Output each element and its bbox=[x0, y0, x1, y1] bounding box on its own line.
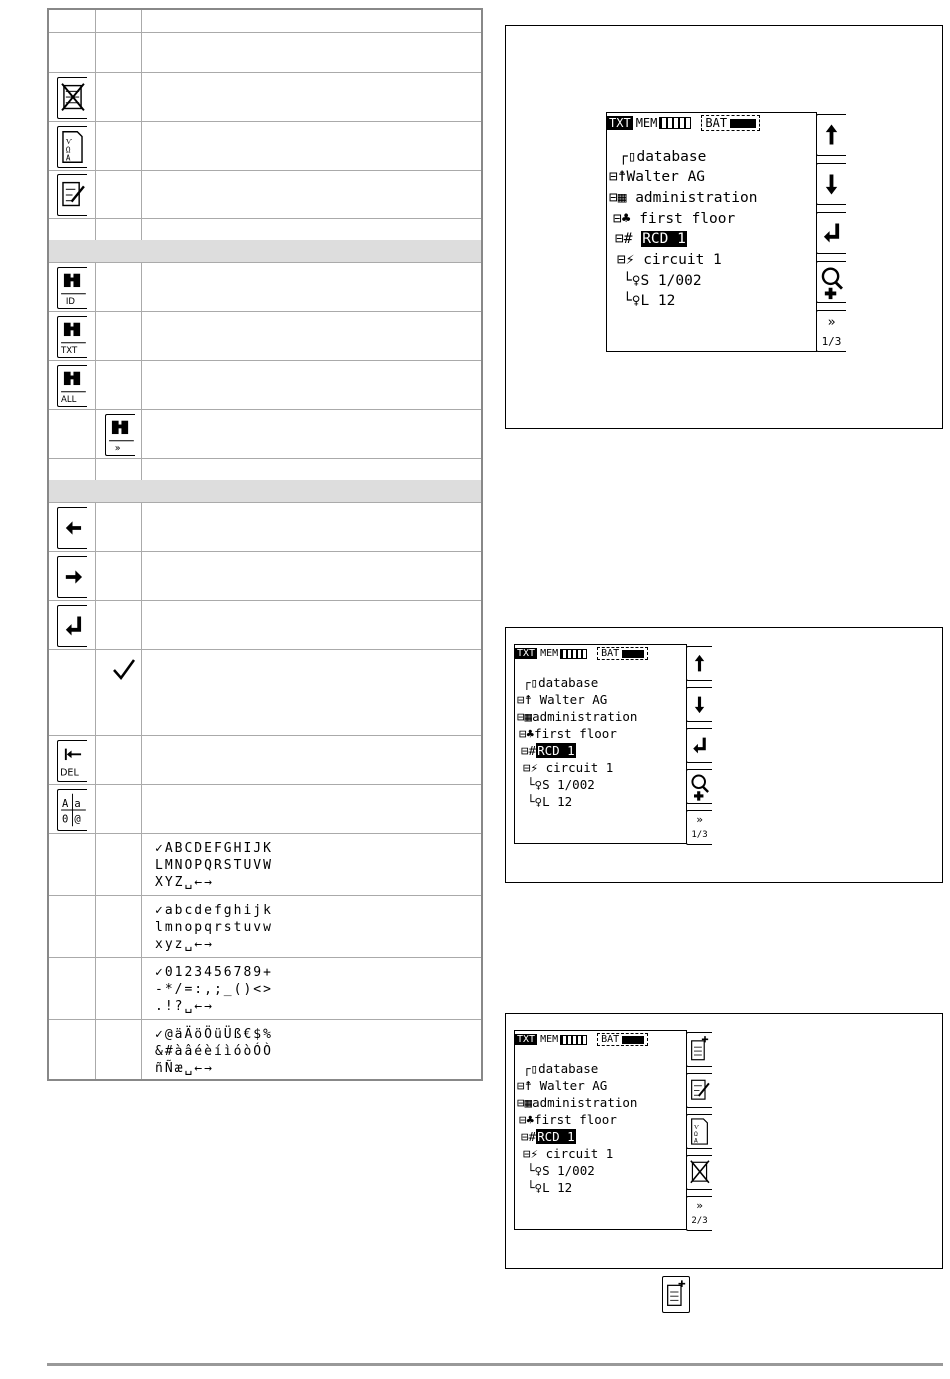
battery-icon bbox=[622, 650, 644, 658]
charset-line: ñÑæ␣←→ bbox=[155, 1061, 214, 1076]
person-icon: ⊟☨ bbox=[517, 1078, 540, 1093]
charset-line: -*/=:,;_()<> bbox=[155, 982, 273, 997]
bulb-icon: └♀ bbox=[527, 794, 543, 809]
search-id-label: ID bbox=[65, 297, 75, 308]
enter-icon bbox=[57, 605, 87, 647]
floor-icon: ⊟♣ bbox=[519, 726, 535, 741]
del-label: DEL bbox=[60, 767, 79, 779]
edit-data-button[interactable] bbox=[686, 1073, 712, 1108]
circuit-icon: ⊟⚡ bbox=[617, 252, 644, 268]
tree-node-label-selected: RCD 1 bbox=[537, 1129, 575, 1144]
scroll-up-button[interactable] bbox=[816, 114, 846, 156]
tree-node-rcd[interactable] bbox=[521, 743, 576, 758]
tree-node-customer[interactable] bbox=[609, 169, 705, 185]
lcd-display bbox=[606, 112, 817, 352]
checkmark-icon bbox=[111, 657, 137, 683]
rcd-icon: ⊟# bbox=[521, 743, 537, 758]
tree-node-label: circuit 1 bbox=[545, 1146, 614, 1161]
battery-indicator bbox=[597, 1033, 648, 1046]
tree-node-label: circuit 1 bbox=[545, 760, 614, 775]
edit-data-icon bbox=[57, 174, 87, 216]
next-page-button[interactable] bbox=[686, 1196, 712, 1231]
tree-node-label: Walter AG bbox=[626, 169, 706, 185]
status-bar bbox=[515, 1033, 648, 1046]
battery-indicator bbox=[597, 647, 648, 660]
tree-node-building[interactable] bbox=[609, 190, 757, 206]
floor-icon: ⊟♣ bbox=[519, 1112, 535, 1127]
next-page-button[interactable] bbox=[816, 310, 846, 352]
tree-node-line[interactable] bbox=[623, 293, 675, 309]
tree-node-floor[interactable] bbox=[519, 726, 617, 741]
function-table bbox=[47, 8, 483, 1081]
building-icon: ⊟▦ bbox=[517, 1095, 533, 1110]
search-all-icon bbox=[57, 365, 87, 407]
tree-node-label: S 1/002 bbox=[640, 273, 702, 289]
more-label: » bbox=[696, 1199, 703, 1212]
charset-line: ✓0123456789+ bbox=[155, 965, 273, 980]
add-data-icon bbox=[662, 1276, 690, 1313]
svg-text:@: @ bbox=[74, 813, 81, 826]
status-bar bbox=[515, 647, 648, 660]
charset-line: LMNOPQRSTUVW bbox=[155, 858, 273, 873]
tree-node-label-selected: RCD 1 bbox=[642, 231, 686, 247]
table-row bbox=[49, 32, 481, 73]
rcd-icon: ⊟# bbox=[615, 231, 642, 247]
tree-node-floor[interactable] bbox=[613, 211, 735, 227]
tree-node-customer[interactable] bbox=[517, 692, 607, 707]
table-row bbox=[49, 551, 481, 601]
txt-mode-badge: TXT bbox=[609, 116, 631, 130]
svg-text:A: A bbox=[62, 798, 69, 811]
charset-digits bbox=[155, 964, 273, 1015]
scroll-down-button[interactable] bbox=[686, 687, 712, 722]
screen-frame-3 bbox=[505, 1013, 943, 1269]
tree-node-breaker[interactable] bbox=[527, 1163, 595, 1178]
cylinder-icon: ┌▯ bbox=[523, 675, 539, 690]
person-icon: ⊟☨ bbox=[517, 692, 540, 707]
page-indicator: 1/3 bbox=[691, 830, 708, 840]
svg-text:0: 0 bbox=[62, 813, 69, 826]
table-row bbox=[49, 262, 481, 312]
rcd-icon: ⊟# bbox=[521, 1129, 537, 1144]
txt-mode-badge: TXT bbox=[517, 648, 536, 659]
tree-node-label: database bbox=[538, 1061, 599, 1076]
search-next-label: » bbox=[114, 443, 121, 455]
tree-node-label: Walter AG bbox=[539, 692, 608, 707]
tree-node-floor[interactable] bbox=[519, 1112, 617, 1127]
lcd-display bbox=[514, 1030, 687, 1230]
view-data-icon bbox=[57, 126, 87, 168]
mem-gauge-icon bbox=[659, 117, 691, 129]
page-indicator: 2/3 bbox=[691, 1216, 708, 1226]
search-txt-icon bbox=[57, 316, 87, 358]
building-icon: ⊟▦ bbox=[517, 709, 533, 724]
delete-data-button[interactable] bbox=[686, 1155, 712, 1190]
status-bar bbox=[607, 115, 760, 131]
bulb-icon: └♀ bbox=[623, 273, 641, 289]
charset-icon bbox=[57, 789, 87, 831]
tree-node-label: database bbox=[636, 149, 707, 165]
page-indicator: 1/3 bbox=[821, 335, 842, 348]
svg-text:Ω: Ω bbox=[65, 145, 71, 155]
add-data-button[interactable] bbox=[686, 1032, 712, 1067]
bulb-icon: └♀ bbox=[527, 777, 543, 792]
tree-node-label: Walter AG bbox=[539, 1078, 608, 1093]
scroll-down-button[interactable] bbox=[816, 163, 846, 205]
tree-node-label: administration bbox=[532, 1095, 638, 1110]
mem-gauge-icon bbox=[560, 649, 587, 659]
bulb-icon: └♀ bbox=[527, 1163, 543, 1178]
more-label: » bbox=[827, 315, 836, 330]
bat-label: BAT bbox=[705, 116, 728, 130]
cylinder-icon: ┌▯ bbox=[619, 149, 637, 165]
tree-node-label: first floor bbox=[534, 726, 617, 741]
floor-icon: ⊟♣ bbox=[613, 211, 640, 227]
cylinder-icon: ┌▯ bbox=[523, 1061, 539, 1076]
charset-line: XYZ␣←→ bbox=[155, 875, 214, 890]
zoom-in-button[interactable] bbox=[816, 261, 846, 303]
table-row bbox=[49, 600, 481, 650]
tree-node-database[interactable] bbox=[523, 675, 598, 690]
enter-button[interactable] bbox=[816, 212, 846, 254]
table-header-row bbox=[49, 10, 481, 33]
tree-node-breaker[interactable] bbox=[527, 777, 595, 792]
tree-node-rcd[interactable] bbox=[521, 1129, 576, 1144]
svg-text:Ѵ: Ѵ bbox=[694, 1124, 700, 1132]
search-txt-label: TXT bbox=[61, 346, 78, 357]
tree-node-label-selected: RCD 1 bbox=[537, 743, 575, 758]
tree-node-building[interactable] bbox=[517, 1095, 637, 1110]
scroll-up-button[interactable] bbox=[686, 646, 712, 681]
tree-node-customer[interactable] bbox=[517, 1078, 607, 1093]
delete-char-icon bbox=[57, 740, 87, 782]
tree-node-label: database bbox=[538, 675, 599, 690]
tree-node-label: L 12 bbox=[542, 794, 573, 809]
charset-line: &#àâéèíìóòÓÒ bbox=[155, 1044, 273, 1059]
table-row bbox=[49, 121, 481, 171]
charset-uppercase bbox=[155, 840, 273, 891]
tree-node-circuit[interactable] bbox=[523, 760, 613, 775]
mem-label: MEM bbox=[635, 116, 658, 130]
bat-label: BAT bbox=[601, 1034, 620, 1045]
tree-node-label: administration bbox=[532, 709, 638, 724]
tree-node-circuit[interactable] bbox=[617, 252, 722, 268]
tree-node-breaker[interactable] bbox=[623, 273, 702, 289]
svg-text:a: a bbox=[74, 798, 81, 811]
tree-node-database[interactable] bbox=[523, 1061, 598, 1076]
table-row bbox=[49, 784, 481, 834]
table-row bbox=[49, 735, 481, 785]
tree-node-label: L 12 bbox=[542, 1180, 573, 1195]
screen-frame-1 bbox=[505, 25, 943, 429]
section-header-row bbox=[49, 480, 481, 503]
bulb-icon: └♀ bbox=[527, 1180, 543, 1195]
table-row bbox=[49, 458, 481, 481]
battery-icon bbox=[622, 1036, 644, 1044]
svg-text:A: A bbox=[694, 1137, 698, 1145]
tree-node-label: S 1/002 bbox=[542, 777, 595, 792]
screen-frame-2 bbox=[505, 627, 943, 883]
tree-node-label: L 12 bbox=[640, 293, 676, 309]
more-label: » bbox=[696, 813, 703, 826]
bat-label: BAT bbox=[601, 648, 620, 659]
battery-indicator bbox=[701, 115, 760, 131]
arrow-right-icon bbox=[57, 556, 87, 598]
charset-lowercase bbox=[155, 902, 273, 953]
table-row bbox=[49, 311, 481, 361]
section-header-row bbox=[49, 240, 481, 263]
txt-mode-badge: TXT bbox=[517, 1034, 536, 1045]
person-icon: ⊟☨ bbox=[609, 169, 627, 185]
charset-line: xyz␣←→ bbox=[155, 937, 214, 952]
charset-line: lmnopqrstuvw bbox=[155, 920, 273, 935]
mem-gauge-icon bbox=[560, 1035, 587, 1045]
search-next-icon bbox=[105, 414, 135, 456]
table-row bbox=[49, 360, 481, 410]
bulb-icon: └♀ bbox=[623, 293, 641, 309]
delete-data-icon bbox=[57, 77, 87, 119]
zoom-in-button[interactable] bbox=[686, 769, 712, 804]
table-row bbox=[49, 170, 481, 219]
building-icon: ⊟▦ bbox=[609, 190, 636, 206]
tree-node-building[interactable] bbox=[517, 709, 637, 724]
charset-line: .!?␣←→ bbox=[155, 999, 214, 1014]
tree-node-label: first floor bbox=[534, 1112, 617, 1127]
circuit-icon: ⊟⚡ bbox=[523, 760, 546, 775]
table-row bbox=[49, 72, 481, 122]
tree-node-circuit[interactable] bbox=[523, 1146, 613, 1161]
tree-node-line[interactable] bbox=[527, 794, 572, 809]
charset-line: ✓@äÄöÖüÜß€$% bbox=[155, 1027, 273, 1042]
svg-text:Ω: Ω bbox=[694, 1131, 698, 1139]
charset-line: ✓ABCDEFGHIJK bbox=[155, 841, 273, 856]
arrow-left-icon bbox=[57, 507, 87, 549]
svg-text:Ѵ: Ѵ bbox=[65, 137, 73, 147]
table-row bbox=[49, 218, 481, 241]
battery-icon bbox=[730, 119, 756, 128]
circuit-icon: ⊟⚡ bbox=[523, 1146, 546, 1161]
lcd-display bbox=[514, 644, 687, 844]
tree-node-database[interactable] bbox=[619, 149, 706, 165]
enter-button[interactable] bbox=[686, 728, 712, 763]
page-footer-rule bbox=[47, 1363, 943, 1366]
charset-special bbox=[155, 1026, 273, 1077]
tree-node-rcd[interactable] bbox=[615, 231, 687, 247]
search-id-icon bbox=[57, 267, 87, 309]
tree-node-label: administration bbox=[635, 190, 758, 206]
search-all-label: ALL bbox=[61, 395, 77, 406]
table-row bbox=[49, 502, 481, 552]
tree-node-label: first floor bbox=[639, 211, 736, 227]
tree-node-label: circuit 1 bbox=[643, 252, 722, 268]
mem-label: MEM bbox=[540, 648, 559, 659]
view-data-button[interactable] bbox=[686, 1114, 712, 1149]
next-page-button[interactable] bbox=[686, 810, 712, 845]
charset-line: ✓abcdefghijk bbox=[155, 903, 273, 918]
tree-node-line[interactable] bbox=[527, 1180, 572, 1195]
tree-node-label: S 1/002 bbox=[542, 1163, 595, 1178]
svg-text:A: A bbox=[65, 153, 71, 163]
mem-label: MEM bbox=[540, 1034, 559, 1045]
